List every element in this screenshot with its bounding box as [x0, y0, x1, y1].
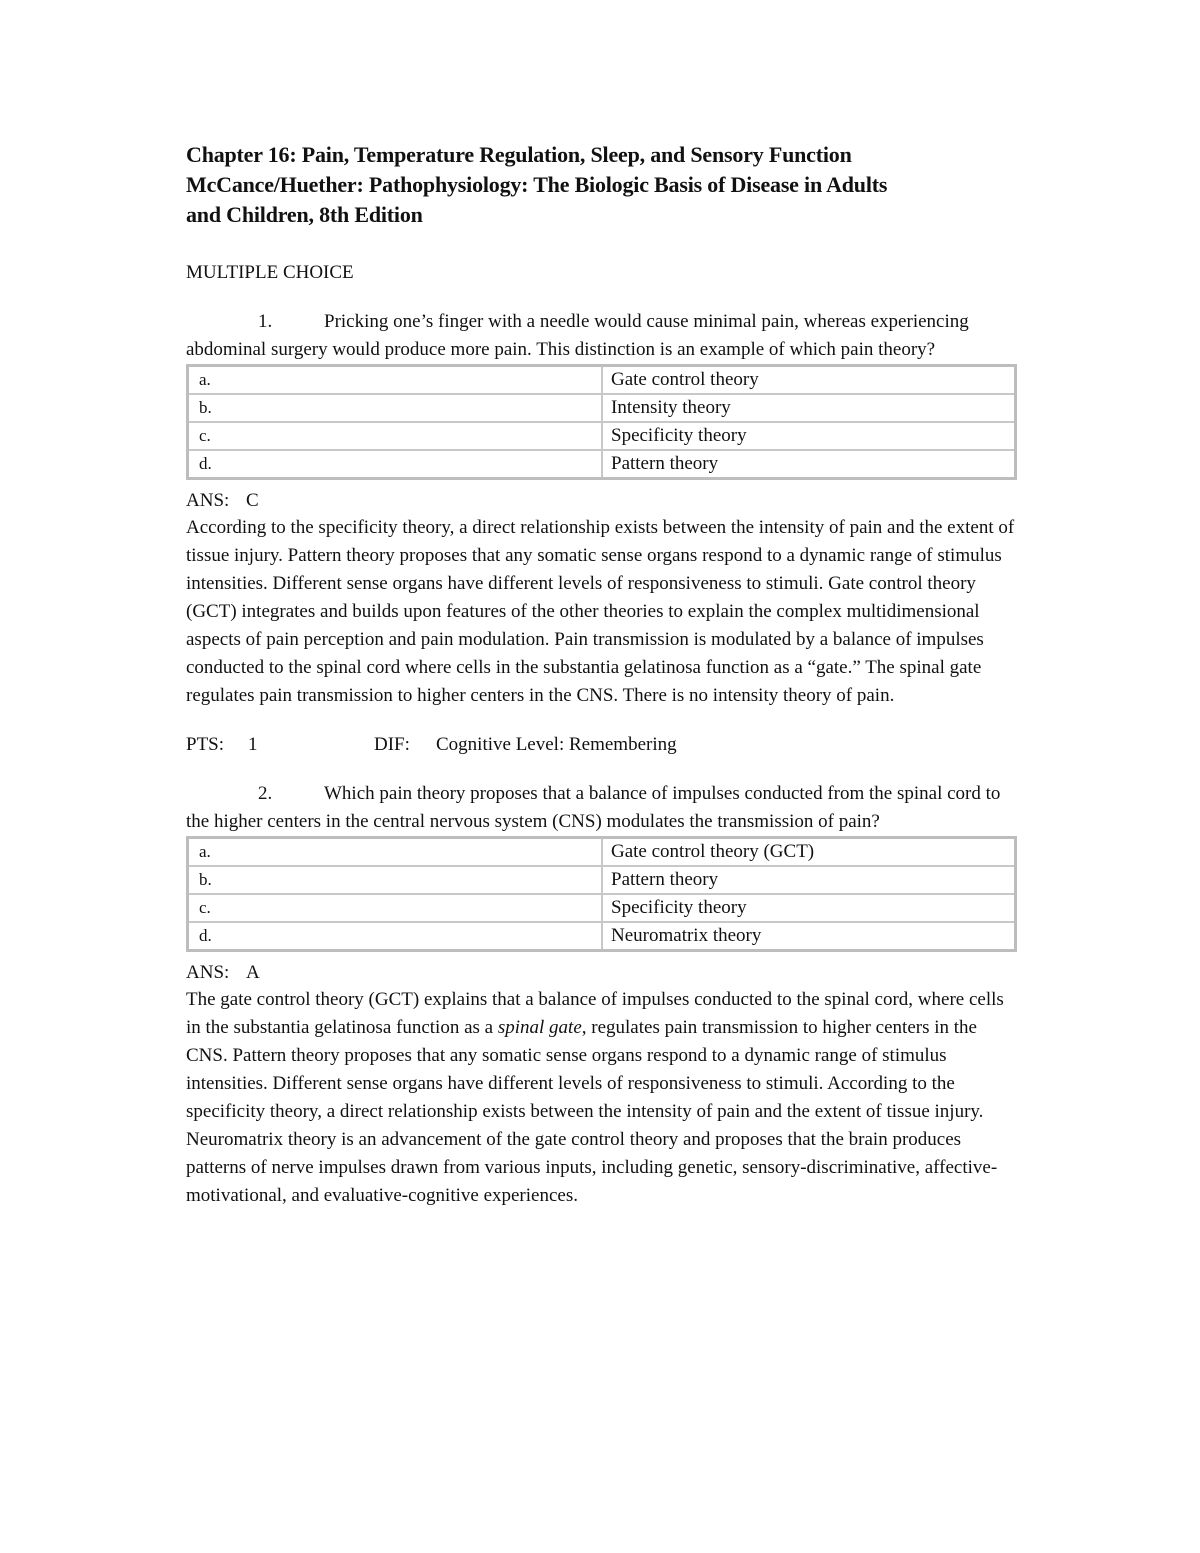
- choice-text: Intensity theory: [602, 394, 1016, 422]
- question-block-2: [186, 780, 1016, 1210]
- question-meta: [186, 732, 1016, 758]
- choice-text: Gate control theory: [602, 366, 1016, 395]
- title-line-2: McCance/Huether: Pathophysiology: The Biologic Basis of Disease in Adults: [186, 172, 888, 197]
- answer-value: A: [246, 962, 260, 983]
- question-number: 2.: [258, 783, 273, 804]
- choice-letter: d.: [188, 922, 603, 951]
- choice-row: [188, 366, 1016, 395]
- choice-text: Gate control theory (GCT): [602, 838, 1016, 867]
- question-block-1: [186, 308, 1016, 758]
- answer-value: C: [246, 490, 259, 511]
- choice-text: Specificity theory: [602, 894, 1016, 922]
- choice-letter: a.: [188, 366, 603, 395]
- question-number: 1.: [258, 311, 273, 332]
- choice-letter: d.: [188, 450, 603, 479]
- choice-letter: c.: [188, 894, 603, 922]
- choice-text: Specificity theory: [602, 422, 1016, 450]
- choice-row: [188, 450, 1016, 479]
- answer-rationale: According to the specificity theory, a direct relationship exists between the intensity of pain and the extent of tissue injury. Pattern theory proposes that any somatic sense organs respond to a dynamic range of stimulus intensities. Different sense organs have different levels of responsiveness to stimuli. Gate control theory (GCT) integrates and builds upon features of the other theories to explain the complex multidimensional aspects of pain perception and pain modulation. Pain transmission is modulated by a balance of impulses conducted to the spinal cord where cells in the substantia gelatinosa function as a “gate.” The spinal gate regulates pain transmission to higher centers in the CNS. There is no intensity theory of pain.: [186, 517, 1015, 706]
- answer-label: ANS:: [186, 962, 230, 983]
- choice-row: [188, 894, 1016, 922]
- choice-row: [188, 838, 1016, 867]
- points: [186, 732, 258, 758]
- choice-text: Neuromatrix theory: [602, 922, 1016, 951]
- section-heading: MULTIPLE CHOICE: [186, 262, 354, 283]
- difficulty-label: DIF:: [374, 734, 410, 755]
- choice-letter: c.: [188, 422, 603, 450]
- question-stem: 2. Which pain theory proposes that a balance of impulses conducted from the spinal cord to the higher centers in the central nervous system (CNS) modulates the transmission of pain?: [186, 780, 1016, 836]
- title-line-1: Chapter 16: Pain, Temperature Regulation, Sleep, and Sensory Function: [186, 142, 852, 167]
- choices-table: [186, 836, 1017, 952]
- choice-text: Pattern theory: [602, 866, 1016, 894]
- choice-letter: b.: [188, 394, 603, 422]
- answer-label: ANS:: [186, 490, 230, 511]
- choice-text: Pattern theory: [602, 450, 1016, 479]
- title-line-3: and Children, 8th Edition: [186, 202, 423, 227]
- answer-rationale: The gate control theory (GCT) explains that a balance of impulses conducted to the spinal cord, where cells in the substantia gelatinosa function as a spinal gate, regulates pain transmission to higher centers in the CNS. Pattern theory proposes that any somatic sense organs respond to a dynamic range of stimulus intensities. Different sense organs have different levels of responsiveness to stimuli. According to the specificity theory, a direct relationship exists between the intensity of pain and the extent of tissue injury. Neuromatrix theory is an advancement of the gate control theory and proposes that the brain produces patterns of nerve impulses drawn from various inputs, including genetic, sensory-discriminative, affective-motivational, and evaluative-cognitive experiences.: [186, 989, 1004, 1206]
- choices-table: [186, 364, 1017, 480]
- choice-row: [188, 394, 1016, 422]
- answer-line: [186, 488, 1016, 514]
- points-value: 1: [248, 734, 258, 755]
- choice-row: [188, 866, 1016, 894]
- choice-row: [188, 922, 1016, 951]
- document-page: [186, 140, 1016, 1210]
- document-title: [186, 140, 1016, 230]
- choice-letter: b.: [188, 866, 603, 894]
- choice-row: [188, 422, 1016, 450]
- difficulty: [374, 732, 677, 758]
- difficulty-value: Cognitive Level: Remembering: [436, 734, 677, 755]
- emphasis-spinal-gate: spinal gate: [497, 1017, 582, 1038]
- points-label: PTS:: [186, 734, 225, 755]
- question-stem: 1. Pricking one’s finger with a needle would cause minimal pain, whereas experiencing abdominal surgery would produce more pain. This distinction is an example of which pain theory?: [186, 308, 1016, 364]
- answer-line: [186, 960, 1016, 986]
- choice-letter: a.: [188, 838, 603, 867]
